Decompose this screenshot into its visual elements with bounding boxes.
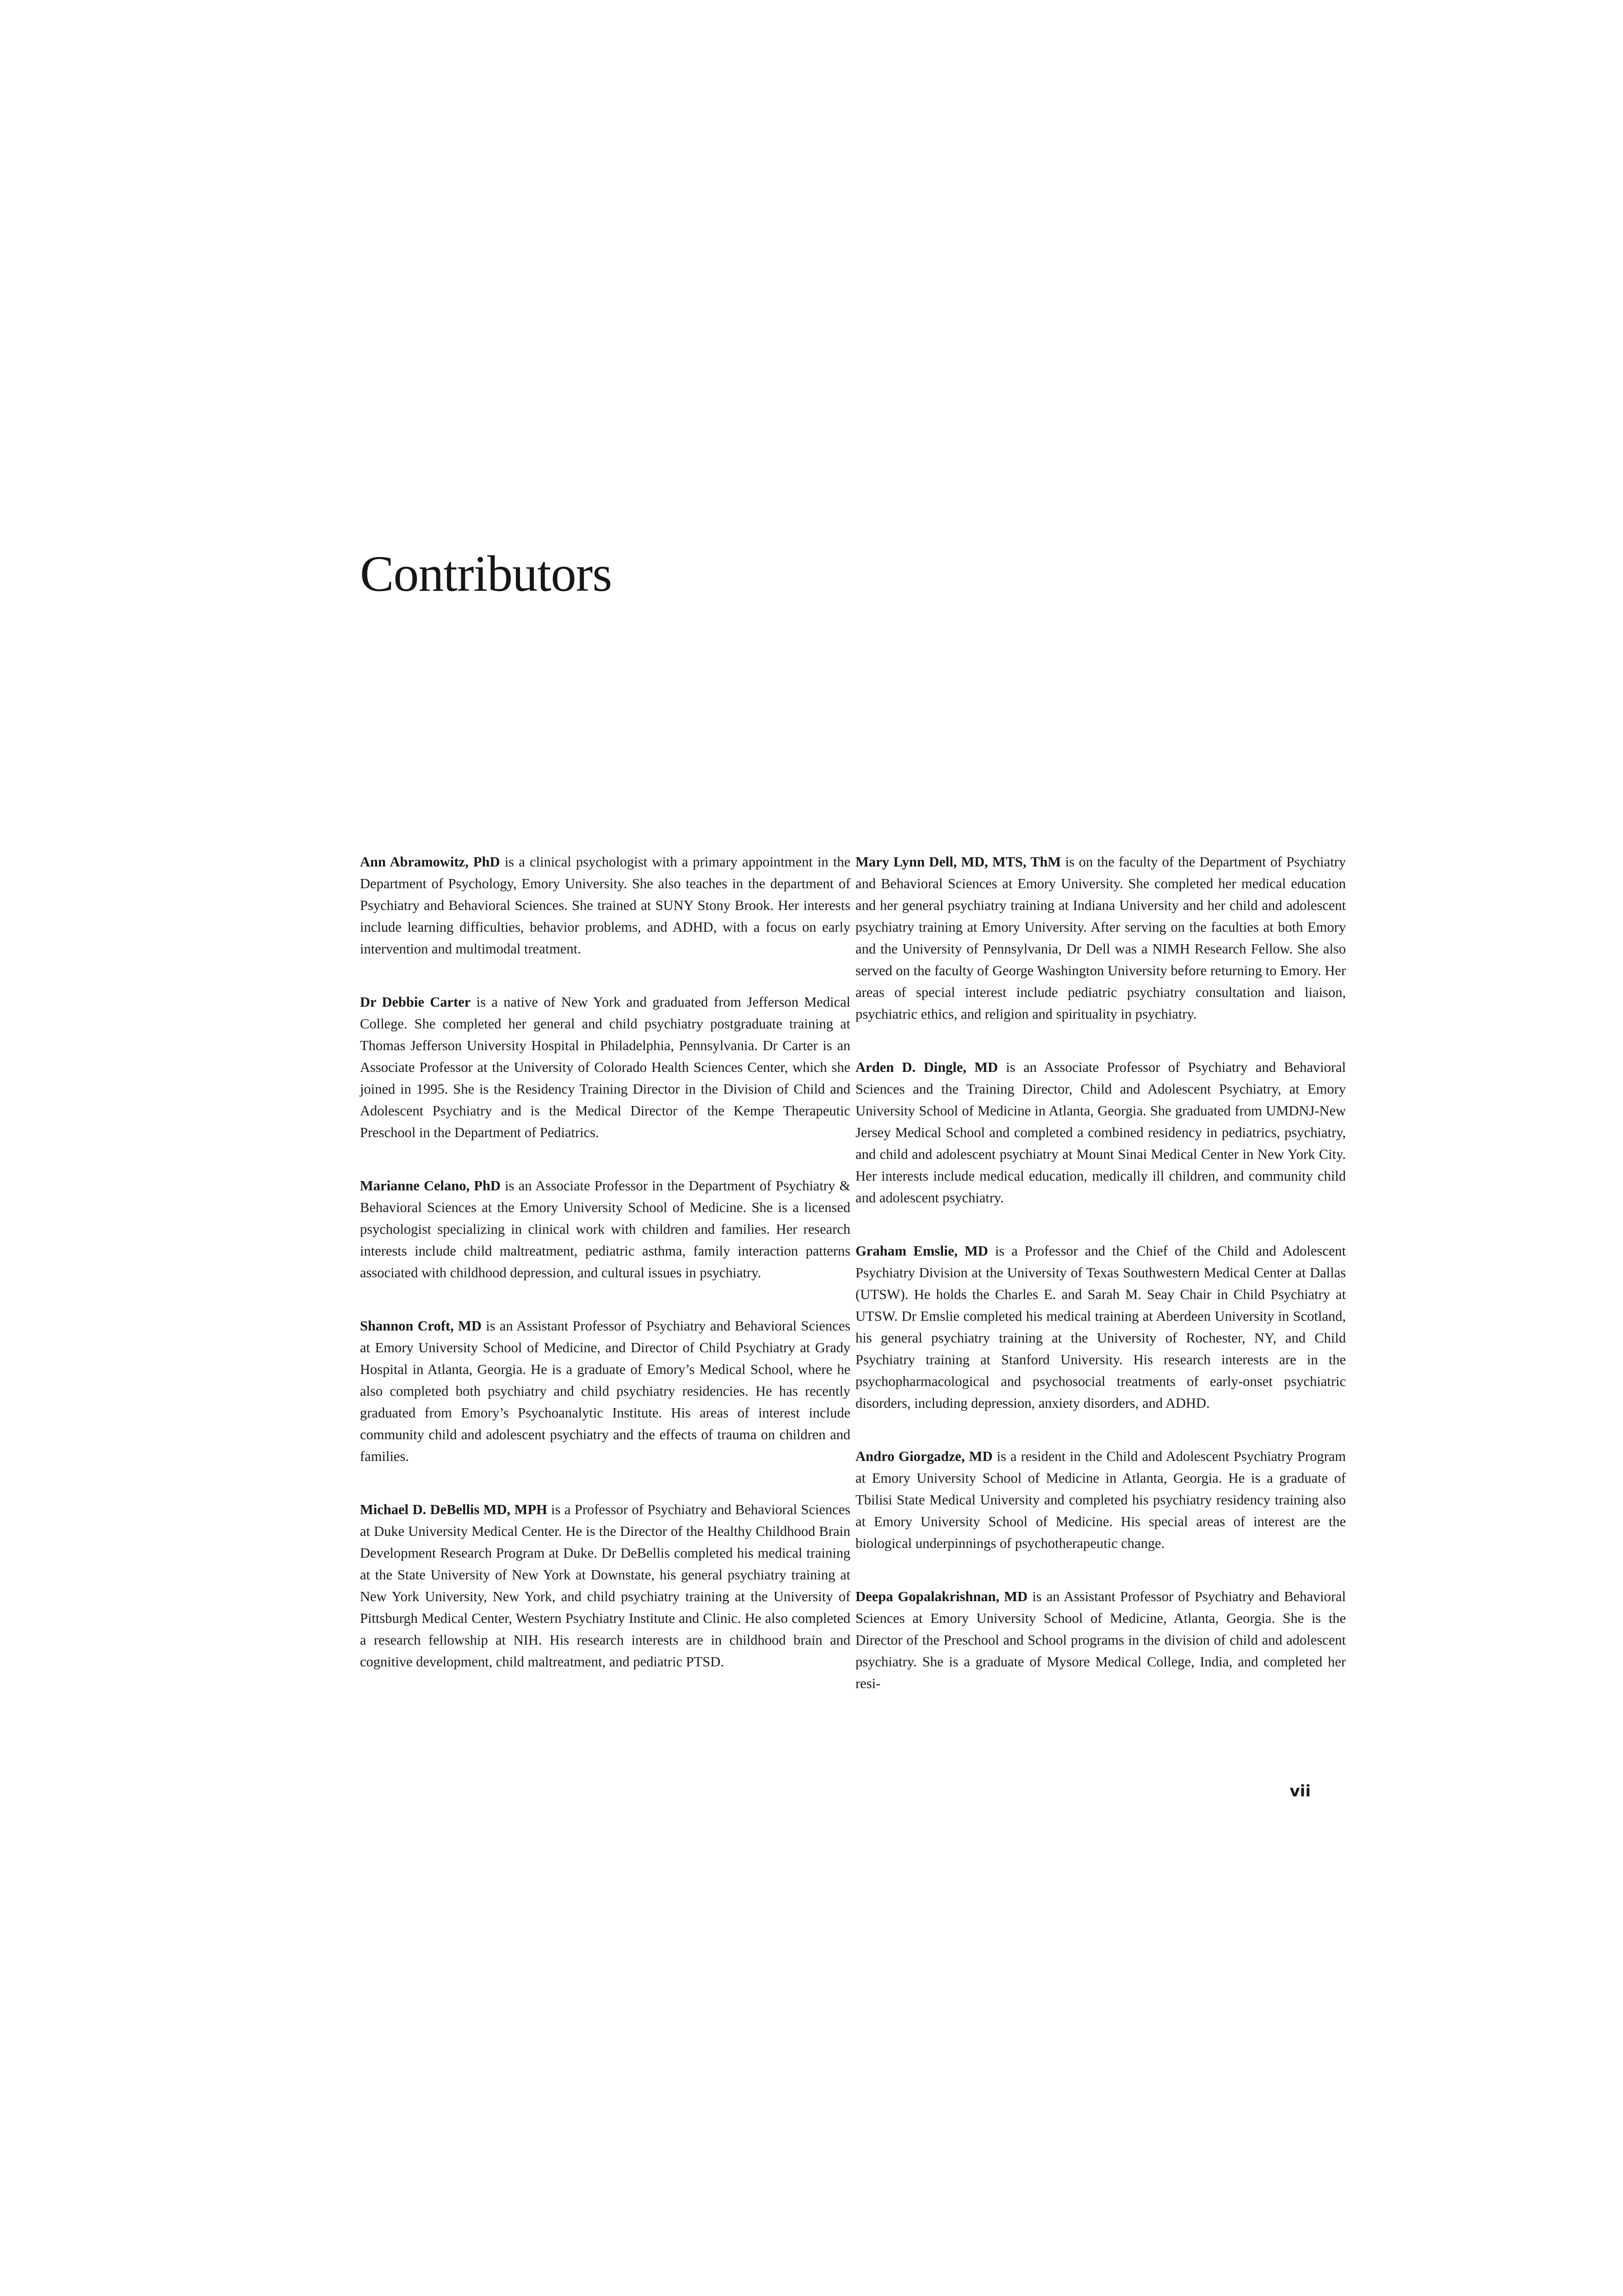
contributor-bio: is an Assistant Professor of Psychiatry and Behavioral Sciences at Emory University School of Medicine, and Director of Child Psychiatry at Grady Hospital in Atlanta, Georgia. He is a graduate of Emory’s Medical School, where he also completed both psychiatry and child psychiatry residencies. He has recently graduated from Emory’s Psychoanalytic Institute. His areas of interest include community child and adolescent psychiatry and the effects of trauma on children and families. [360,1318,850,1464]
contributor-entry [360,1175,850,1284]
contributor-entry [855,1057,1346,1209]
contributor-bio: is an Associate Professor of Psychiatry and Behavioral Sciences and the Training Director, Child and Adolescent Psychiatry, at Emory University School of Medicine in Atlanta, Georgia. She graduated from UMDNJ-New Jersey Medical School and completed a combined residency in pediatrics, psychiatry, and child and adolescent psychiatry at Mount Sinai Medical Center in New York City. Her interests include medical education, medically ill children, and community child and adolescent psychiatry. [855,1059,1346,1206]
contributor-entry [360,851,850,960]
contributor-bio: is an Assistant Professor of Psychiatry and Behavioral Sciences at Emory University School of Medicine, Atlanta, Georgia. She is the Director of the Preschool and School programs in the division of child and adolescent psychiatry. She is a graduate of Mysore Medical College, India, and completed her resi- [855,1589,1346,1691]
contributor-name: Dr Debbie Carter [360,994,471,1010]
contributors-left-column [360,851,850,1704]
contributor-entry [855,851,1346,1025]
contributor-entry [360,1315,850,1467]
contributor-entry [855,1240,1346,1414]
contributor-bio: is on the faculty of the Department of Psychiatry and Behavioral Sciences at Emory University. She completed her medical education and her general psychiatry training at Indiana University and her child and adolescent psychiatry training at Emory University. After serving on the faculties at both Emory and the University of Pennsylvania, Dr Dell was a NIMH Research Fellow. She also served on the faculty of George Washington University before returning to Emory. Her areas of special interest include pediatric psychiatry consultation and liaison, psychiatric ethics, and religion and spirituality in psychiatry. [855,854,1346,1022]
contributor-entry [360,1499,850,1673]
contributors-right-column [855,851,1346,1726]
contributor-name: Deepa Gopalakrishnan, MD [855,1589,1028,1604]
contributor-entry [855,1586,1346,1695]
page-title: Contributors [360,545,612,602]
contributor-name: Arden D. Dingle, MD [855,1059,998,1075]
contributor-name: Ann Abramowitz, PhD [360,854,500,870]
contributor-entry [360,991,850,1144]
contributor-name: Andro Giorgadze, MD [855,1448,993,1464]
contributor-name: Graham Emslie, MD [855,1243,988,1259]
contributor-name: Marianne Celano, PhD [360,1178,501,1194]
contributor-bio: is a native of New York and graduated from Jefferson Medical College. She completed her general and child psychiatry postgraduate training at Thomas Jefferson University Hospital in Philadelphia, Pennsylvania. Dr Carter is an Associate Professor at the University of Colorado Health Sciences Center, which she joined in 1995. She is the Residency Training Director in the Division of Child and Adolescent Psychiatry and is the Medical Director of the Kempe Therapeutic Preschool in the Department of Pediatrics. [360,994,850,1140]
contributor-bio: is a resident in the Child and Adolescent Psychiatry Program at Emory University School of Medicine in Atlanta, Georgia. He is a graduate of Tbilisi State Medical University and completed his psychiatry residency training also at Emory University School of Medicine. His special areas of interest are the biological underpinnings of psychotherapeutic change. [855,1448,1346,1551]
page-number: vii [1289,1782,1311,1801]
contributor-bio: is an Associate Professor in the Department of Psychiatry & Behavioral Sciences at the Emory University School of Medicine. She is a licensed psychologist specializing in clinical work with children and families. Her research interests include child maltreatment, pediatric asthma, family interaction patterns associated with childhood depression, and cultural issues in psychiatry. [360,1178,851,1281]
contributor-bio: is a Professor and the Chief of the Child and Adolescent Psychiatry Division at the University of Texas Southwestern Medical Center at Dallas (UTSW). He holds the Charles E. and Sarah M. Seay Chair in Child Psychiatry at UTSW. Dr Emslie completed his medical training at Aberdeen University in Scotland, his general psychiatry training at the University of Rochester, NY, and Child Psychiatry training at Stanford University. His research interests are in the psychopharmacological and psychosocial treatments of early-onset psychiatric disorders, including depression, anxiety disorders, and ADHD. [855,1243,1346,1411]
contributor-name: Mary Lynn Dell, MD, MTS, ThM [855,854,1061,870]
contributor-name: Shannon Croft, MD [360,1318,482,1334]
contributor-bio: is a Professor of Psychiatry and Behavioral Sciences at Duke University Medical Center. He is the Director of the Healthy Childhood Brain Development Research Program at Duke. Dr DeBellis completed his medical training at the State University of New York at Downstate, his general psychiatry training at New York University, New York, and child psychiatry training at the University of Pittsburgh Medical Center, Western Psychiatry Institute and Clinic. He also completed a research fellowship at NIH. His research interests are in childhood brain and cognitive development, child maltreatment, and pediatric PTSD. [360,1502,850,1670]
contributor-entry [855,1446,1346,1554]
contributor-name: Michael D. DeBellis MD, MPH [360,1502,547,1517]
contributor-bio: is a clinical psychologist with a primary appointment in the Department of Psychology, Emory University. She also teaches in the department of Psychiatry and Behavioral Sciences. She trained at SUNY Stony Brook. Her interests include learning difficulties, behavior problems, and ADHD, with a focus on early intervention and multimodal treatment. [360,854,850,957]
